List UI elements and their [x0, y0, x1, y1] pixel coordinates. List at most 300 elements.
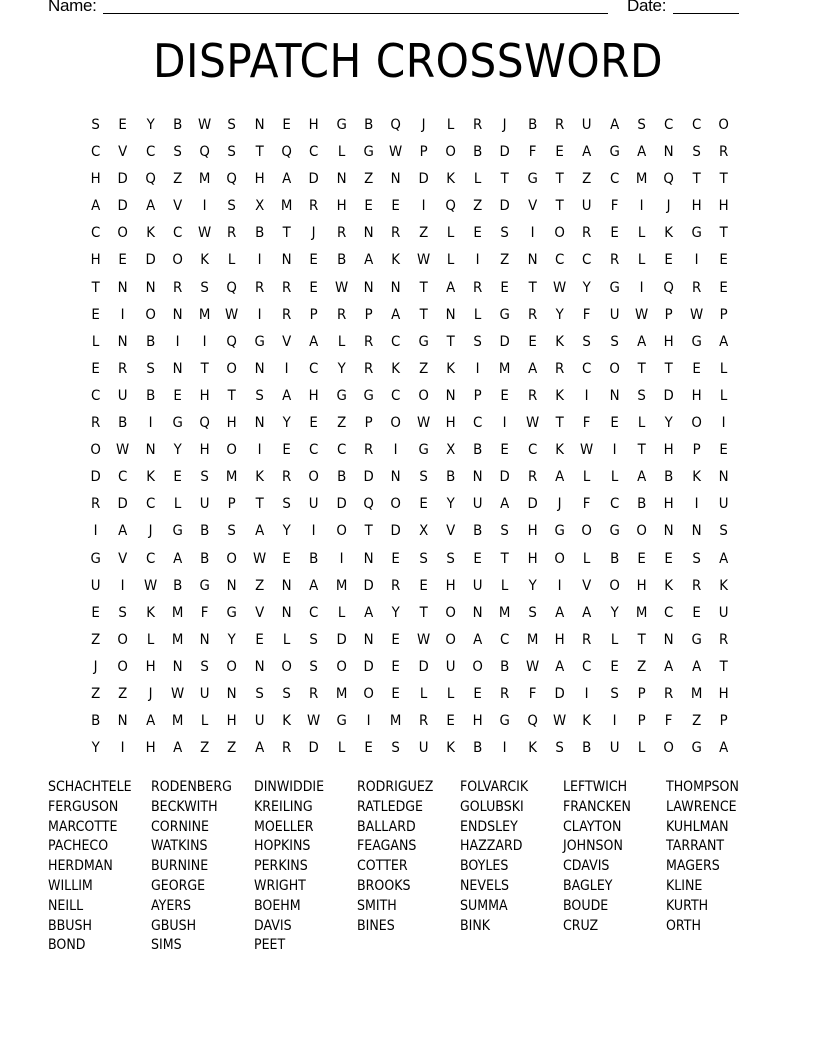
grid-cell[interactable]: R [691, 577, 701, 594]
grid-cell[interactable]: E [691, 360, 701, 377]
grid-cell[interactable]: K [446, 740, 455, 757]
grid-cell[interactable]: C [527, 442, 538, 459]
grid-cell[interactable]: S [473, 333, 483, 350]
grid-cell[interactable]: C [309, 360, 319, 377]
grid-cell[interactable]: G [690, 333, 702, 350]
grid-cell[interactable]: H [445, 577, 456, 594]
grid-cell[interactable]: N [445, 387, 456, 404]
grid-cell[interactable]: B [336, 469, 346, 486]
grid-cell[interactable]: K [282, 713, 292, 730]
grid-cell[interactable]: R [118, 360, 128, 377]
grid-cell[interactable]: V [118, 550, 128, 567]
grid-cell[interactable]: T [255, 496, 264, 513]
grid-cell[interactable]: I [120, 306, 125, 323]
grid-cell[interactable]: Q [226, 333, 238, 350]
grid-cell[interactable]: I [257, 252, 262, 269]
grid-cell[interactable]: K [582, 713, 592, 730]
grid-cell[interactable]: C [145, 550, 155, 567]
grid-cell[interactable]: U [718, 604, 729, 621]
grid-cell[interactable]: E [664, 550, 674, 567]
grid-cell[interactable]: N [254, 117, 265, 133]
grid-cell[interactable]: N [663, 631, 674, 648]
grid-cell[interactable]: D [363, 469, 374, 486]
grid-cell[interactable]: S [255, 685, 264, 702]
grid-cell[interactable]: J [666, 198, 671, 215]
grid-cell[interactable]: B [473, 144, 483, 161]
grid-cell[interactable]: Y [146, 117, 155, 133]
grid-cell[interactable]: T [637, 442, 646, 459]
grid-cell[interactable]: W [389, 144, 403, 161]
grid-cell[interactable]: C [664, 117, 674, 133]
grid-cell[interactable]: H [472, 713, 483, 730]
grid-cell[interactable]: S [200, 469, 210, 486]
grid-cell[interactable]: M [635, 171, 648, 188]
grid-cell[interactable]: D [145, 252, 156, 269]
grid-cell[interactable]: P [637, 713, 646, 730]
grid-cell[interactable]: I [93, 523, 98, 540]
grid-cell[interactable]: S [637, 117, 646, 133]
grid-cell[interactable]: E [610, 658, 619, 675]
grid-cell[interactable]: U [309, 496, 319, 513]
grid-cell[interactable]: P [419, 144, 428, 161]
grid-cell[interactable]: N [691, 523, 702, 540]
grid-cell[interactable]: M [390, 713, 402, 730]
grid-cell[interactable]: R [609, 252, 619, 269]
grid-cell[interactable]: C [172, 225, 183, 242]
grid-cell[interactable]: C [582, 658, 592, 675]
grid-cell[interactable]: U [199, 685, 210, 702]
grid-cell[interactable]: B [172, 577, 183, 594]
grid-cell[interactable]: L [282, 631, 291, 648]
grid-cell[interactable]: O [226, 442, 238, 459]
grid-cell[interactable]: C [391, 387, 401, 404]
grid-cell[interactable]: H [663, 496, 674, 513]
grid-cell[interactable]: T [555, 198, 564, 215]
grid-cell[interactable]: V [172, 198, 183, 215]
grid-cell[interactable]: O [445, 144, 456, 161]
grid-cell[interactable]: I [120, 577, 125, 594]
grid-cell[interactable]: N [227, 685, 238, 702]
grid-cell[interactable]: E [500, 387, 510, 404]
grid-cell[interactable]: N [527, 252, 538, 269]
grid-cell[interactable]: R [391, 577, 401, 594]
grid-cell[interactable]: T [555, 171, 564, 188]
grid-cell[interactable]: A [637, 333, 647, 350]
grid-cell[interactable]: I [257, 442, 262, 459]
grid-cell[interactable]: R [527, 306, 538, 323]
grid-cell[interactable]: H [527, 523, 538, 540]
grid-cell[interactable]: E [418, 496, 428, 513]
grid-cell[interactable]: S [610, 333, 619, 350]
grid-cell[interactable]: E [500, 442, 510, 459]
grid-cell[interactable]: I [202, 198, 207, 215]
grid-cell[interactable]: A [718, 740, 729, 757]
grid-cell[interactable]: A [364, 252, 374, 269]
grid-cell[interactable]: J [148, 685, 153, 702]
grid-cell[interactable]: N [281, 577, 292, 594]
grid-cell[interactable]: S [582, 333, 592, 350]
grid-cell[interactable]: S [610, 685, 619, 702]
grid-cell[interactable]: S [227, 144, 237, 161]
grid-cell[interactable]: M [335, 685, 348, 702]
grid-cell[interactable]: D [308, 171, 320, 188]
grid-cell[interactable]: N [117, 713, 128, 730]
grid-cell[interactable]: Y [173, 442, 182, 459]
grid-cell[interactable]: U [718, 496, 729, 513]
grid-cell[interactable]: N [281, 604, 292, 621]
grid-cell[interactable]: R [718, 144, 729, 161]
grid-cell[interactable]: O [172, 252, 183, 269]
grid-cell[interactable]: T [719, 225, 728, 242]
grid-cell[interactable]: K [555, 387, 565, 404]
grid-cell[interactable]: C [90, 225, 101, 242]
grid-cell[interactable]: C [391, 333, 401, 350]
grid-cell[interactable]: R [473, 279, 483, 296]
grid-cell[interactable]: O [472, 658, 484, 675]
grid-cell[interactable]: M [635, 604, 648, 621]
grid-cell[interactable]: T [419, 279, 428, 296]
grid-cell[interactable]: L [610, 631, 619, 648]
grid-cell[interactable]: W [252, 550, 267, 567]
grid-cell[interactable]: U [609, 740, 620, 757]
grid-cell[interactable]: H [308, 117, 320, 133]
grid-cell[interactable]: W [334, 279, 348, 296]
date-field-line[interactable] [673, 13, 739, 14]
grid-cell[interactable]: E [91, 604, 100, 621]
grid-cell[interactable]: C [336, 442, 346, 459]
grid-cell[interactable]: N [363, 279, 374, 296]
grid-cell[interactable]: B [500, 658, 510, 675]
grid-cell[interactable]: W [116, 442, 130, 459]
grid-cell[interactable]: R [418, 713, 428, 730]
grid-cell[interactable]: S [528, 604, 537, 621]
grid-cell[interactable]: U [445, 658, 456, 675]
grid-cell[interactable]: H [145, 740, 156, 757]
grid-cell[interactable]: S [91, 117, 100, 133]
grid-cell[interactable]: G [418, 442, 429, 459]
grid-cell[interactable]: L [337, 740, 346, 757]
grid-cell[interactable]: V [254, 604, 264, 621]
grid-cell[interactable]: S [200, 658, 210, 675]
grid-cell[interactable]: C [309, 604, 319, 621]
grid-cell[interactable]: R [282, 279, 292, 296]
grid-cell[interactable]: G [554, 523, 565, 540]
grid-cell[interactable]: L [337, 333, 346, 350]
grid-cell[interactable]: N [172, 658, 183, 675]
grid-cell[interactable]: E [719, 279, 728, 296]
grid-cell[interactable]: Q [281, 144, 292, 161]
grid-cell[interactable]: I [721, 415, 726, 432]
grid-cell[interactable]: H [227, 713, 238, 730]
grid-cell[interactable]: W [689, 306, 703, 323]
grid-cell[interactable]: C [145, 496, 155, 513]
grid-cell[interactable]: Z [691, 713, 701, 730]
grid-cell[interactable]: Z [227, 740, 237, 757]
grid-cell[interactable]: G [609, 279, 620, 296]
grid-cell[interactable]: I [202, 333, 207, 350]
grid-cell[interactable]: D [390, 523, 402, 540]
grid-cell[interactable]: T [501, 550, 510, 567]
grid-cell[interactable]: E [282, 117, 291, 133]
grid-cell[interactable]: K [691, 469, 701, 486]
grid-cell[interactable]: O [117, 631, 129, 648]
grid-cell[interactable]: Y [582, 279, 592, 296]
grid-cell[interactable]: K [145, 225, 155, 242]
grid-cell[interactable]: D [527, 496, 538, 513]
grid-cell[interactable]: C [582, 252, 592, 269]
grid-cell[interactable]: H [554, 631, 565, 648]
grid-cell[interactable]: A [309, 577, 319, 594]
grid-cell[interactable]: U [472, 496, 483, 513]
grid-cell[interactable]: E [418, 577, 428, 594]
grid-cell[interactable]: O [554, 225, 565, 242]
grid-cell[interactable]: N [254, 360, 265, 377]
grid-cell[interactable]: Y [228, 631, 237, 648]
grid-cell[interactable]: H [636, 577, 647, 594]
grid-cell[interactable]: G [336, 713, 347, 730]
grid-cell[interactable]: R [500, 685, 510, 702]
grid-cell[interactable]: N [254, 415, 265, 432]
grid-cell[interactable]: N [609, 387, 620, 404]
grid-cell[interactable]: T [91, 279, 100, 296]
grid-cell[interactable]: L [201, 713, 209, 730]
grid-cell[interactable]: S [309, 658, 319, 675]
grid-cell[interactable]: R [527, 387, 538, 404]
grid-cell[interactable]: M [280, 198, 293, 215]
grid-cell[interactable]: A [91, 198, 101, 215]
grid-cell[interactable]: E [91, 306, 100, 323]
grid-cell[interactable]: H [199, 442, 210, 459]
grid-cell[interactable]: J [421, 117, 426, 133]
grid-cell[interactable]: I [612, 713, 617, 730]
grid-cell[interactable]: C [582, 360, 592, 377]
grid-cell[interactable]: J [557, 496, 562, 513]
grid-cell[interactable]: N [472, 469, 483, 486]
grid-cell[interactable]: S [255, 387, 264, 404]
grid-cell[interactable]: G [690, 631, 702, 648]
grid-cell[interactable]: A [718, 550, 729, 567]
grid-cell[interactable]: T [692, 171, 701, 188]
grid-cell[interactable]: C [309, 144, 319, 161]
grid-cell[interactable]: R [282, 740, 292, 757]
grid-cell[interactable]: T [664, 360, 673, 377]
grid-cell[interactable]: E [473, 225, 483, 242]
grid-cell[interactable]: N [145, 442, 156, 459]
grid-cell[interactable]: I [585, 387, 589, 404]
grid-cell[interactable]: G [363, 144, 374, 161]
grid-cell[interactable]: A [145, 713, 155, 730]
grid-cell[interactable]: M [690, 685, 702, 702]
grid-cell[interactable]: U [582, 117, 592, 133]
grid-cell[interactable]: S [227, 523, 237, 540]
grid-cell[interactable]: L [719, 387, 728, 404]
grid-cell[interactable]: S [391, 740, 401, 757]
grid-cell[interactable]: H [227, 415, 238, 432]
grid-cell[interactable]: P [364, 415, 373, 432]
grid-cell[interactable]: W [416, 631, 430, 648]
grid-cell[interactable]: M [499, 604, 511, 621]
grid-cell[interactable]: O [554, 550, 565, 567]
grid-cell[interactable]: O [390, 415, 402, 432]
grid-cell[interactable]: S [500, 523, 510, 540]
grid-cell[interactable]: D [117, 496, 129, 513]
grid-cell[interactable]: F [665, 713, 673, 730]
grid-cell[interactable]: I [339, 550, 344, 567]
grid-cell[interactable]: B [254, 225, 265, 242]
grid-cell[interactable]: T [419, 306, 428, 323]
grid-cell[interactable]: K [719, 577, 728, 594]
grid-cell[interactable]: M [199, 171, 211, 188]
grid-cell[interactable]: U [472, 577, 483, 594]
grid-cell[interactable]: E [473, 685, 483, 702]
grid-cell[interactable]: G [527, 171, 538, 188]
grid-cell[interactable]: T [637, 631, 646, 648]
grid-cell[interactable]: Z [500, 252, 510, 269]
grid-cell[interactable]: O [390, 496, 402, 513]
grid-cell[interactable]: E [555, 144, 564, 161]
grid-cell[interactable]: I [312, 523, 316, 540]
grid-cell[interactable]: I [120, 740, 125, 757]
grid-cell[interactable]: K [664, 225, 674, 242]
grid-cell[interactable]: Q [144, 171, 156, 188]
grid-cell[interactable]: E [610, 225, 619, 242]
grid-cell[interactable]: Z [200, 740, 210, 757]
grid-cell[interactable]: I [475, 360, 480, 377]
grid-cell[interactable]: E [473, 550, 483, 567]
grid-cell[interactable]: H [527, 550, 538, 567]
grid-cell[interactable]: S [227, 198, 237, 215]
grid-cell[interactable]: F [583, 306, 591, 323]
grid-cell[interactable]: O [690, 415, 702, 432]
grid-cell[interactable]: R [91, 415, 101, 432]
grid-cell[interactable]: T [637, 360, 646, 377]
grid-cell[interactable]: P [719, 713, 728, 730]
grid-cell[interactable]: B [527, 117, 537, 133]
grid-cell[interactable]: I [366, 713, 371, 730]
grid-cell[interactable]: A [555, 604, 565, 621]
grid-cell[interactable]: L [637, 252, 646, 269]
grid-cell[interactable]: H [691, 198, 702, 215]
grid-cell[interactable]: D [336, 496, 347, 513]
grid-cell[interactable]: G [690, 225, 702, 242]
grid-cell[interactable]: N [117, 279, 128, 296]
grid-cell[interactable]: D [418, 171, 429, 188]
grid-cell[interactable]: N [363, 631, 374, 648]
grid-cell[interactable]: T [255, 144, 264, 161]
grid-cell[interactable]: O [445, 604, 456, 621]
grid-cell[interactable]: Y [446, 496, 455, 513]
grid-cell[interactable]: M [171, 713, 184, 730]
grid-cell[interactable]: S [227, 117, 237, 133]
grid-cell[interactable]: G [363, 387, 374, 404]
grid-cell[interactable]: H [254, 171, 265, 188]
grid-cell[interactable]: I [557, 577, 562, 594]
grid-cell[interactable]: I [421, 198, 426, 215]
grid-cell[interactable]: D [363, 577, 374, 594]
grid-cell[interactable]: A [582, 144, 592, 161]
grid-cell[interactable]: S [446, 550, 455, 567]
grid-cell[interactable]: O [117, 658, 129, 675]
grid-cell[interactable]: G [418, 333, 429, 350]
grid-cell[interactable]: Z [637, 658, 647, 675]
grid-cell[interactable]: I [257, 306, 262, 323]
grid-cell[interactable]: S [145, 360, 155, 377]
grid-cell[interactable]: S [418, 469, 428, 486]
grid-cell[interactable]: O [445, 631, 456, 648]
grid-cell[interactable]: N [472, 604, 483, 621]
grid-cell[interactable]: B [309, 550, 319, 567]
grid-cell[interactable]: W [553, 713, 567, 730]
grid-cell[interactable]: I [284, 360, 289, 377]
grid-cell[interactable]: T [528, 279, 537, 296]
grid-cell[interactable]: U [418, 740, 429, 757]
grid-cell[interactable]: D [499, 469, 511, 486]
grid-cell[interactable]: W [525, 658, 539, 675]
grid-cell[interactable]: N [363, 225, 374, 242]
grid-cell[interactable]: F [528, 685, 537, 702]
grid-cell[interactable]: L [583, 550, 591, 567]
grid-cell[interactable]: E [391, 198, 401, 215]
grid-cell[interactable]: L [446, 252, 455, 269]
grid-cell[interactable]: F [583, 415, 591, 432]
grid-cell[interactable]: K [255, 469, 264, 486]
grid-cell[interactable]: H [336, 198, 347, 215]
grid-cell[interactable]: P [228, 496, 237, 513]
grid-cell[interactable]: B [91, 713, 101, 730]
grid-cell[interactable]: S [719, 523, 728, 540]
grid-cell[interactable]: G [90, 550, 101, 567]
grid-cell[interactable]: V [118, 144, 128, 161]
grid-cell[interactable]: V [582, 577, 592, 594]
grid-cell[interactable]: I [475, 252, 480, 269]
grid-cell[interactable]: N [199, 631, 210, 648]
grid-cell[interactable]: E [719, 252, 728, 269]
grid-cell[interactable]: C [609, 496, 619, 513]
grid-cell[interactable]: W [553, 279, 567, 296]
grid-cell[interactable]: T [719, 658, 728, 675]
grid-cell[interactable]: N [390, 279, 401, 296]
grid-cell[interactable]: L [446, 117, 455, 133]
grid-cell[interactable]: Z [91, 685, 101, 702]
grid-cell[interactable]: P [637, 685, 646, 702]
grid-cell[interactable]: E [309, 415, 319, 432]
grid-cell[interactable]: T [719, 171, 728, 188]
grid-cell[interactable]: D [499, 198, 511, 215]
grid-cell[interactable]: A [118, 523, 128, 540]
grid-cell[interactable]: W [198, 117, 212, 133]
grid-cell[interactable]: C [473, 415, 483, 432]
grid-cell[interactable]: A [691, 658, 701, 675]
grid-cell[interactable]: G [499, 306, 511, 323]
grid-cell[interactable]: A [527, 360, 537, 377]
grid-cell[interactable]: Q [226, 279, 238, 296]
grid-cell[interactable]: Y [282, 523, 291, 540]
grid-cell[interactable]: W [143, 577, 157, 594]
grid-cell[interactable]: E [364, 740, 373, 757]
grid-cell[interactable]: O [336, 523, 347, 540]
grid-cell[interactable]: Q [663, 279, 675, 296]
grid-cell[interactable]: B [172, 117, 183, 133]
grid-cell[interactable]: L [610, 469, 619, 486]
grid-cell[interactable]: Z [254, 577, 264, 594]
grid-cell[interactable]: H [145, 658, 156, 675]
grid-cell[interactable]: R [555, 117, 565, 133]
grid-cell[interactable]: U [254, 713, 265, 730]
grid-cell[interactable]: L [637, 740, 646, 757]
grid-cell[interactable]: G [172, 415, 183, 432]
grid-cell[interactable]: R [718, 631, 729, 648]
grid-cell[interactable]: S [282, 496, 291, 513]
